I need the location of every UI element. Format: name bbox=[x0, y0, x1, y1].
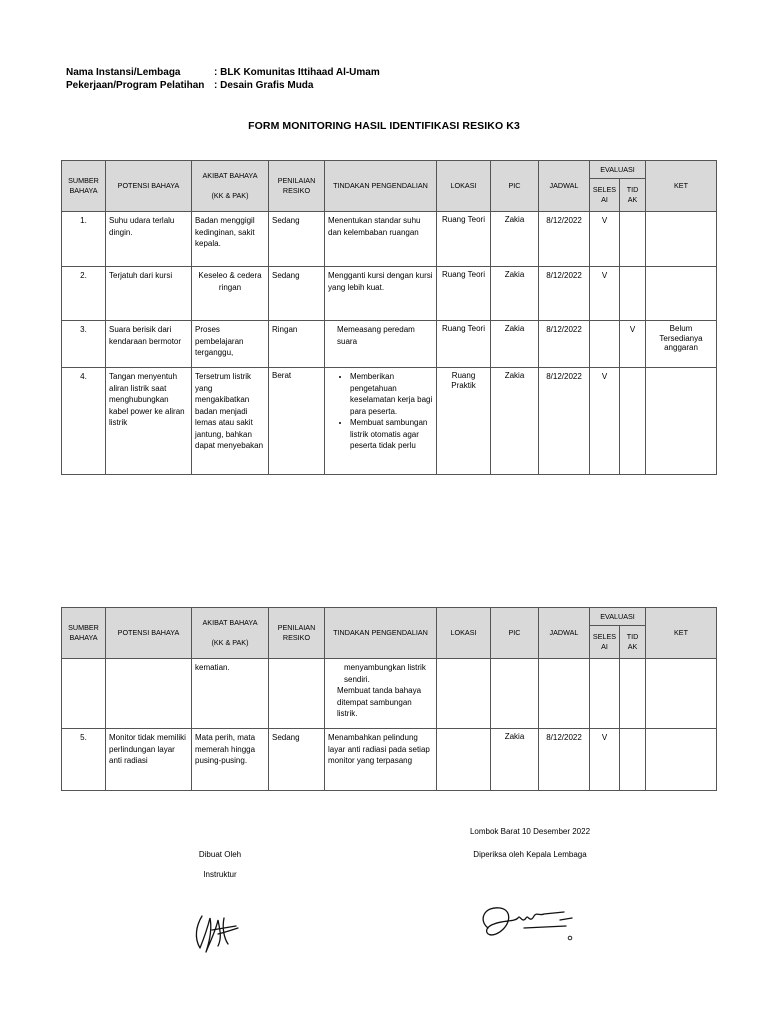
instansi-value: : BLK Komunitas Ittihaad Al-Umam bbox=[214, 67, 380, 78]
col-lokasi: LOKASI bbox=[437, 608, 491, 659]
tidak-cell bbox=[620, 729, 646, 791]
col-lokasi: LOKASI bbox=[437, 161, 491, 212]
jadwal-cell: 8/12/2022 bbox=[539, 212, 590, 267]
col-tidak: TID AK bbox=[620, 179, 646, 212]
selesai-cell: V bbox=[590, 212, 620, 267]
col-ket: KET bbox=[646, 161, 717, 212]
empty-cell bbox=[590, 659, 620, 729]
ket-cell bbox=[646, 267, 717, 321]
tindakan-cell: Menambahkan pelindung layar anti radiasi pada setiap monitor yang terpasang bbox=[325, 729, 437, 791]
penilaian-cell: Sedang bbox=[269, 267, 325, 321]
col-selesai: SELES AI bbox=[590, 179, 620, 212]
potensi-cell: Tangan menyentuh aliran listrik saat menghubungkan kabel power ke aliran listrik bbox=[106, 368, 192, 475]
akibat-cell: Proses pembelajaran terganggu, bbox=[192, 321, 269, 368]
potensi-cell: Suara berisik dari kendaraan bermotor bbox=[106, 321, 192, 368]
tindakan-cell bbox=[325, 368, 437, 475]
ket-cell bbox=[646, 729, 717, 791]
row-number: 3. bbox=[62, 321, 106, 368]
akibat-cell: Tersetrum listrik yang mengakibatkan badan menjadi lemas atau sakit jantung, bahkan dapat menyebakan bbox=[192, 368, 269, 475]
empty-cell bbox=[620, 659, 646, 729]
selesai-cell: V bbox=[590, 267, 620, 321]
kepala-lembaga-signature bbox=[474, 898, 578, 950]
tidak-cell bbox=[620, 267, 646, 321]
potensi-cell: Monitor tidak memiliki perlindungan layar anti radiasi bbox=[106, 729, 192, 791]
tidak-cell: V bbox=[620, 321, 646, 368]
tindakan-item: • Memberikan pengetahuan keselamatan kerja bagi para peserta. bbox=[350, 371, 433, 417]
potensi-cell: Suhu udara terlalu dingin. bbox=[106, 212, 192, 267]
col-penilaian-resiko: PENILAIAN RESIKO bbox=[269, 161, 325, 212]
tindakan-cell: Memeasang peredam suara bbox=[325, 321, 437, 368]
risk-table-page-2 bbox=[61, 607, 717, 791]
ket-cell bbox=[646, 368, 717, 475]
col-potensi-bahaya: POTENSI BAHAYA bbox=[106, 161, 192, 212]
empty-cell bbox=[437, 659, 491, 729]
lokasi-cell bbox=[437, 729, 491, 791]
ket-cell bbox=[646, 212, 717, 267]
lokasi-cell: Ruang Teori bbox=[437, 321, 491, 368]
row-number: 1. bbox=[62, 212, 106, 267]
selesai-cell: V bbox=[590, 368, 620, 475]
tindakan-cell: Menentukan standar suhu dan kelembaban ruangan bbox=[325, 212, 437, 267]
diperiksa-label: Diperiksa oleh Kepala Lembaga bbox=[473, 850, 587, 859]
empty-cell bbox=[539, 659, 590, 729]
pic-cell: Zakia bbox=[491, 368, 539, 475]
col-ket: KET bbox=[646, 608, 717, 659]
pic-cell: Zakia bbox=[491, 729, 539, 791]
lokasi-cell: Ruang Praktik bbox=[437, 368, 491, 475]
tindakan-cell bbox=[325, 659, 437, 729]
jadwal-cell: 8/12/2022 bbox=[539, 267, 590, 321]
col-penilaian-resiko: PENILAIAN RESIKO bbox=[269, 608, 325, 659]
col-selesai: SELES AI bbox=[590, 626, 620, 659]
akibat-cell: Keseleo & cedera ringan bbox=[192, 267, 269, 321]
tindakan-item: • Membuat sambungan listrik otomatis agar peserta tidak perlu bbox=[350, 417, 433, 452]
col-tindakan: TINDAKAN PENGENDALIAN bbox=[325, 608, 437, 659]
dibuat-oleh-label: Dibuat Oleh bbox=[198, 850, 242, 859]
empty-cell bbox=[62, 659, 106, 729]
penilaian-cell: Berat bbox=[269, 368, 325, 475]
col-jadwal: JADWAL bbox=[539, 608, 590, 659]
tindakan-text: Membuat tanda bahaya ditempat sambungan listrik. bbox=[337, 686, 422, 718]
akibat-cell: Badan menggigil kedinginan, sakit kepala. bbox=[192, 212, 269, 267]
pic-cell: Zakia bbox=[491, 321, 539, 368]
form-title: FORM MONITORING HASIL IDENTIFIKASI RESIKO K3 bbox=[248, 120, 520, 132]
col-jadwal: JADWAL bbox=[539, 161, 590, 212]
col-potensi-bahaya: POTENSI BAHAYA bbox=[106, 608, 192, 659]
program-value: : Desain Grafis Muda bbox=[214, 80, 314, 91]
empty-cell bbox=[491, 659, 539, 729]
col-sumber-bahaya: SUMBER BAHAYA bbox=[62, 161, 106, 212]
form-header-info bbox=[66, 66, 380, 92]
row-number: 2. bbox=[62, 267, 106, 321]
akibat-cell: kematian. bbox=[192, 659, 269, 729]
lokasi-cell: Ruang Teori bbox=[437, 267, 491, 321]
instruktur-signature bbox=[188, 908, 244, 956]
tidak-cell bbox=[620, 212, 646, 267]
table-row bbox=[62, 321, 717, 368]
col-akibat-bahaya: AKIBAT BAHAYA (KK & PAK) bbox=[192, 608, 269, 659]
row-number: 4. bbox=[62, 368, 106, 475]
table-row bbox=[62, 368, 717, 475]
pic-cell: Zakia bbox=[491, 267, 539, 321]
col-evaluasi: EVALUASI bbox=[590, 608, 646, 626]
empty-cell bbox=[269, 659, 325, 729]
tindakan-list bbox=[328, 371, 433, 452]
instansi-label: Nama Instansi/Lembaga bbox=[66, 67, 181, 78]
empty-cell bbox=[646, 659, 717, 729]
col-evaluasi: EVALUASI bbox=[590, 161, 646, 179]
pic-cell: Zakia bbox=[491, 212, 539, 267]
potensi-cell: Terjatuh dari kursi bbox=[106, 267, 192, 321]
col-akibat-bahaya: AKIBAT BAHAYA (KK & PAK) bbox=[192, 161, 269, 212]
jadwal-cell: 8/12/2022 bbox=[539, 729, 590, 791]
col-sumber-bahaya: SUMBER BAHAYA bbox=[62, 608, 106, 659]
akibat-cell: Mata perih, mata memerah hingga pusing-pusing. bbox=[192, 729, 269, 791]
instruktur-label: Instruktur bbox=[203, 870, 237, 879]
col-pic: PIC bbox=[491, 608, 539, 659]
col-tindakan: TINDAKAN PENGENDALIAN bbox=[325, 161, 437, 212]
tidak-cell bbox=[620, 368, 646, 475]
selesai-cell: V bbox=[590, 729, 620, 791]
table-row-continuation bbox=[62, 659, 717, 729]
risk-table-page-1 bbox=[61, 160, 717, 475]
table-row bbox=[62, 267, 717, 321]
table-row bbox=[62, 729, 717, 791]
col-pic: PIC bbox=[491, 161, 539, 212]
penilaian-cell: Ringan bbox=[269, 321, 325, 368]
jadwal-cell: 8/12/2022 bbox=[539, 321, 590, 368]
lokasi-cell: Ruang Teori bbox=[437, 212, 491, 267]
col-tidak: TID AK bbox=[620, 626, 646, 659]
program-label: Pekerjaan/Program Pelatihan bbox=[66, 80, 205, 91]
table-row bbox=[62, 212, 717, 267]
empty-cell bbox=[106, 659, 192, 729]
tindakan-cell: Mengganti kursi dengan kursi yang lebih kuat. bbox=[325, 267, 437, 321]
row-number: 5. bbox=[62, 729, 106, 791]
place-date: Lombok Barat 10 Desember 2022 bbox=[469, 827, 591, 836]
penilaian-cell: Sedang bbox=[269, 212, 325, 267]
ket-cell: Belum Tersedianya anggaran bbox=[646, 321, 717, 368]
penilaian-cell: Sedang bbox=[269, 729, 325, 791]
jadwal-cell: 8/12/2022 bbox=[539, 368, 590, 475]
selesai-cell bbox=[590, 321, 620, 368]
tindakan-text: menyambungkan listrik sendiri. bbox=[344, 663, 426, 684]
